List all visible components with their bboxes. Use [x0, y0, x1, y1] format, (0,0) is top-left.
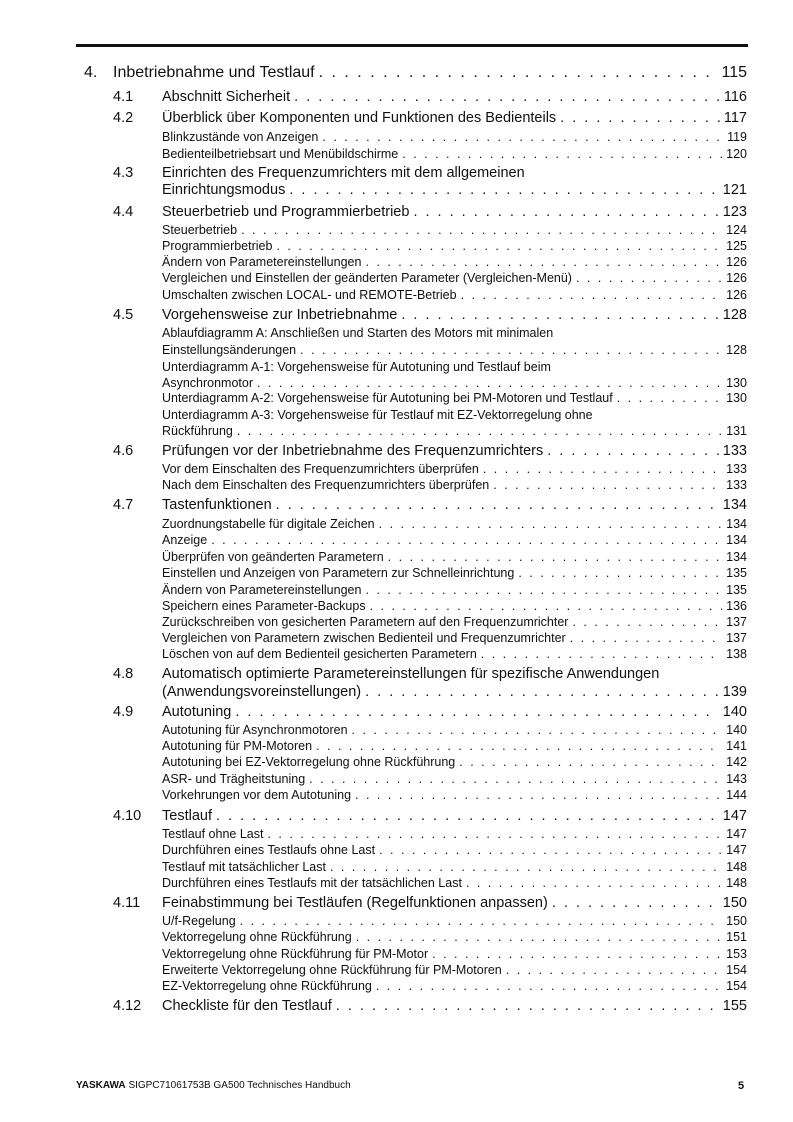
subsection-entry[interactable]	[162, 930, 747, 944]
section-entry-title: Abschnitt Sicherheit	[162, 89, 291, 105]
subsection-entry[interactable]	[162, 239, 747, 253]
subsection-entry[interactable]	[162, 533, 747, 547]
subsection-entry[interactable]	[162, 271, 747, 285]
subsection-entry-page: 144	[726, 788, 747, 802]
subsection-entry-leader	[355, 788, 722, 802]
subsection-entry-title: Umschalten zwischen LOCAL- und REMOTE-Betrieb	[162, 288, 457, 302]
section-entry-title: Testlauf	[162, 808, 212, 824]
subsection-entry-title: Blinkzustände von Anzeigen	[162, 130, 319, 144]
subsection-entry[interactable]	[162, 739, 747, 753]
section-entry[interactable]	[162, 443, 747, 459]
subsection-entry-title: Löschen von auf dem Bedienteil gesicherten Parametern	[162, 647, 477, 661]
section-entry-leader	[276, 497, 719, 513]
subsection-entry-page: 147	[726, 827, 747, 841]
subsection-entry-title: Autotuning für PM-Motoren	[162, 739, 313, 753]
section-number: 4.10	[113, 808, 142, 824]
subsection-page: 131	[726, 424, 747, 438]
section-entry-page: 140	[722, 704, 747, 720]
section-entry-title: Vorgehensweise zur Inbetriebnahme	[162, 307, 398, 323]
subsection-entry-title: U/f-Regelung	[162, 914, 236, 928]
section-leader	[365, 684, 719, 700]
subsection-entry[interactable]	[162, 223, 747, 237]
subsection-entry-title: Durchführen eines Testlaufs ohne Last	[162, 843, 376, 857]
subsection-entry-page: 136	[726, 599, 747, 613]
subsection-entry-leader	[483, 462, 722, 476]
section-entry[interactable]	[162, 307, 747, 323]
section-entry-leader	[235, 704, 718, 720]
subsection-entry[interactable]	[162, 947, 747, 961]
subsection-entry-page: 147	[726, 843, 747, 857]
subsection-entry-title: Vektorregelung ohne Rückführung für PM-Motor	[162, 947, 429, 961]
subsection-entry-page: 134	[726, 550, 747, 564]
footer-document-info	[76, 1080, 351, 1091]
section-entry-leader	[401, 307, 718, 323]
subsection-title: Unterdiagramm A-1: Vorgehensweise für Autotuning und Testlauf beim	[162, 360, 551, 374]
chapter-number: 4.	[84, 64, 98, 81]
subsection-entry-title: Ändern von Parametereinstellungen	[162, 583, 362, 597]
section-entry-page: 116	[723, 89, 747, 105]
section-entry[interactable]	[162, 704, 747, 720]
footer-brand: YASKAWA	[76, 1080, 126, 1091]
section-number: 4.9	[113, 704, 134, 720]
footer-page-number: 5	[738, 1080, 745, 1092]
subsection-entry-leader	[481, 647, 722, 661]
subsection-entry-leader	[365, 583, 722, 597]
subsection-entry-page: 141	[726, 739, 747, 753]
section-entry-page: 117	[723, 110, 747, 126]
section-entry-title: Steuerbetrieb und Programmierbetrieb	[162, 204, 410, 220]
subsection-entry-leader	[330, 860, 722, 874]
subsection-entry-page: 137	[726, 631, 747, 645]
subsection-entry-leader	[267, 827, 722, 841]
subsection-entry-page: 142	[726, 755, 747, 769]
subsection-entry[interactable]	[162, 550, 747, 564]
subsection-entry[interactable]	[162, 723, 747, 737]
subsection-entry-leader	[241, 223, 722, 237]
subsection-entry-title: Autotuning bei EZ-Vektorregelung ohne Rückführung	[162, 755, 456, 769]
subsection-entry[interactable]	[162, 615, 747, 629]
subsection-title-continued: Asynchronmotor	[162, 376, 254, 390]
section-leader	[289, 182, 718, 198]
subsection-entry-title: Autotuning für Asynchronmotoren	[162, 723, 348, 737]
subsection-entry-page: 137	[726, 615, 747, 629]
subsection-page: 130	[726, 376, 747, 390]
section-entry-page: 123	[722, 204, 747, 220]
subsection-entry-leader	[316, 739, 722, 753]
subsection-entry-page: 154	[726, 963, 747, 977]
subsection-entry[interactable]	[162, 860, 747, 874]
chapter-entry-leader	[319, 64, 718, 82]
subsection-entry-page: 143	[726, 772, 747, 786]
subsection-entry-page: 133	[726, 478, 747, 492]
subsection-entry-leader	[617, 391, 722, 405]
subsection-entry-page: 133	[726, 462, 747, 476]
subsection-entry-title: Überprüfen von geänderten Parametern	[162, 550, 384, 564]
subsection-entry-leader	[211, 533, 722, 547]
subsection-entry-title: Speichern eines Parameter-Backups	[162, 599, 366, 613]
subsection-entry[interactable]	[162, 343, 747, 357]
subsection-entry[interactable]	[162, 979, 747, 993]
subsection-entry-leader	[518, 566, 722, 580]
subsection-entry[interactable]	[162, 631, 747, 645]
subsection-entry[interactable]	[162, 583, 747, 597]
subsection-entry-page: 119	[727, 130, 747, 144]
subsection-entry[interactable]	[162, 391, 747, 405]
subsection-entry[interactable]	[162, 517, 747, 531]
header-rule	[76, 44, 748, 47]
section-number: 4.5	[113, 307, 134, 323]
subsection-entry-leader	[322, 130, 723, 144]
subsection-entry-title: Zurückschreiben von gesicherten Parametern auf den Frequenzumrichter	[162, 615, 569, 629]
section-number: 4.2	[113, 110, 134, 126]
section-entry-title: Checkliste für den Testlauf	[162, 998, 332, 1014]
section-page: 121	[722, 182, 747, 198]
subsection-entry-title: Bedienteilbetriebsart und Menübildschirme	[162, 147, 399, 161]
subsection-entry[interactable]	[162, 876, 747, 890]
subsection-entry-leader	[365, 255, 722, 269]
subsection-entry-title: Nach dem Einschalten des Frequenzumrichters überprüfen	[162, 478, 490, 492]
subsection-entry[interactable]	[162, 288, 747, 302]
subsection-entry-leader	[576, 271, 722, 285]
subsection-entry[interactable]	[162, 827, 747, 841]
subsection-entry[interactable]	[162, 478, 747, 492]
section-entry-page: 128	[722, 307, 747, 323]
section-entry[interactable]	[162, 497, 747, 513]
subsection-entry-title: Erweiterte Vektorregelung ohne Rückführung für PM-Motoren	[162, 963, 502, 977]
subsection-entry-page: 148	[726, 876, 747, 890]
subsection-entry-leader	[376, 979, 722, 993]
subsection-entry-page: 134	[726, 517, 747, 531]
subsection-entry[interactable]	[162, 772, 747, 786]
subsection-page: 128	[726, 343, 747, 357]
section-number: 4.11	[113, 895, 141, 911]
subsection-entry-leader	[506, 963, 722, 977]
section-entry-leader	[336, 998, 719, 1014]
subsection-entry-page: 151	[726, 930, 747, 944]
subsection-entry-title: Testlauf mit tatsächlicher Last	[162, 860, 326, 874]
subsection-entry-leader	[352, 723, 723, 737]
section-number: 4.7	[113, 497, 134, 513]
section-entry[interactable]	[162, 204, 747, 220]
section-entry-title: Autotuning	[162, 704, 232, 720]
subsection-entry-leader	[370, 599, 723, 613]
subsection-entry-page: 126	[726, 288, 747, 302]
section-entry-page: 155	[722, 998, 747, 1014]
section-entry[interactable]	[162, 182, 747, 198]
subsection-entry-title: Vergleichen von Parametern zwischen Bedienteil und Frequenzumrichter	[162, 631, 566, 645]
subsection-entry-leader	[356, 930, 722, 944]
section-entry[interactable]	[162, 808, 747, 824]
subsection-entry[interactable]	[162, 130, 747, 144]
subsection-entry-leader	[432, 947, 722, 961]
subsection-entry[interactable]	[162, 843, 747, 857]
subsection-title: Unterdiagramm A-3: Vorgehensweise für Testlauf mit EZ-Vektorregelung ohne	[162, 408, 593, 422]
section-entry-leader	[552, 895, 719, 911]
subsection-entry[interactable]	[162, 599, 747, 613]
section-title: Automatisch optimierte Parametereinstellungen für spezifische Anwendungen	[162, 666, 660, 682]
subsection-leader	[237, 424, 722, 438]
section-entry-title: Tastenfunktionen	[162, 497, 272, 513]
subsection-entry-title: Vor dem Einschalten des Frequenzumrichters überprüfen	[162, 462, 479, 476]
subsection-entry-leader	[309, 772, 722, 786]
subsection-entry-page: 125	[726, 239, 747, 253]
subsection-entry[interactable]	[162, 788, 747, 802]
chapter-entry-page: 115	[721, 64, 747, 81]
subsection-entry-page: 126	[726, 255, 747, 269]
section-entry-title: Feinabstimmung bei Testläufen (Regelfunktionen anpassen)	[162, 895, 548, 911]
subsection-entry-leader	[402, 147, 722, 161]
subsection-entry-page: 135	[726, 583, 747, 597]
subsection-entry-leader	[276, 239, 722, 253]
subsection-entry-leader	[570, 631, 722, 645]
subsection-entry-title: Vorkehrungen vor dem Autotuning	[162, 788, 352, 802]
section-number: 4.3	[113, 165, 134, 181]
subsection-entry-page: 148	[726, 860, 747, 874]
subsection-entry-title: Unterdiagramm A-2: Vorgehensweise für Autotuning bei PM-Motoren und Testlauf	[162, 391, 613, 405]
subsection-entry-title: Einstellen und Anzeigen von Parametern zur Schnelleinrichtung	[162, 566, 515, 580]
subsection-entry[interactable]	[162, 755, 747, 769]
subsection-entry-page: 135	[726, 566, 747, 580]
section-entry-title: Überblick über Komponenten und Funktionen des Bedienteils	[162, 110, 557, 126]
section-number: 4.8	[113, 666, 134, 682]
subsection-entry-leader	[466, 876, 722, 890]
chapter-entry[interactable]	[113, 64, 747, 82]
section-entry-leader	[413, 204, 718, 220]
subsection-entry-page: 138	[726, 647, 747, 661]
subsection-entry-page: 130	[726, 391, 747, 405]
section-entry[interactable]	[162, 895, 747, 911]
section-title: Einrichten des Frequenzumrichters mit dem allgemeinen	[162, 165, 525, 181]
subsection-entry-page: 134	[726, 533, 747, 547]
subsection-entry-leader	[572, 615, 722, 629]
section-title-continued: (Anwendungsvoreinstellungen)	[162, 684, 362, 700]
subsection-entry[interactable]	[162, 376, 747, 390]
section-entry[interactable]	[162, 684, 747, 700]
section-entry-page: 147	[722, 808, 747, 824]
section-number: 4.12	[113, 998, 142, 1014]
subsection-entry-title: Steuerbetrieb	[162, 223, 238, 237]
subsection-title-continued: Rückführung	[162, 424, 233, 438]
subsection-title: Ablaufdiagramm A: Anschließen und Starten des Motors mit minimalen	[162, 326, 554, 340]
subsection-entry-page: 126	[726, 271, 747, 285]
subsection-entry-page: 124	[726, 223, 747, 237]
subsection-entry-title: Ändern von Parametereinstellungen	[162, 255, 362, 269]
section-entry-page: 134	[722, 497, 747, 513]
subsection-entry-leader	[379, 517, 723, 531]
section-title-continued: Einrichtungsmodus	[162, 182, 286, 198]
section-number: 4.1	[113, 89, 134, 105]
footer-document-title: SIGPC71061753B GA500 Technisches Handbuch	[128, 1080, 351, 1091]
subsection-entry-title: Vergleichen und Einstellen der geänderten Parameter (Vergleichen-Menü)	[162, 271, 572, 285]
subsection-entry-title: Programmierbetrieb	[162, 239, 273, 253]
section-entry-leader	[216, 808, 719, 824]
subsection-entry-page: 154	[726, 979, 747, 993]
subsection-leader	[257, 376, 722, 390]
section-page: 139	[722, 684, 747, 700]
subsection-entry-leader	[461, 288, 723, 302]
subsection-entry-leader	[459, 755, 722, 769]
section-number: 4.4	[113, 204, 134, 220]
section-entry-leader	[547, 443, 719, 459]
subsection-entry-leader	[379, 843, 722, 857]
subsection-entry-title: Zuordnungstabelle für digitale Zeichen	[162, 517, 375, 531]
section-entry[interactable]	[162, 110, 747, 126]
subsection-entry-title: Anzeige	[162, 533, 208, 547]
subsection-entry[interactable]	[162, 424, 747, 438]
subsection-entry-leader	[388, 550, 722, 564]
subsection-entry-title: Vektorregelung ohne Rückführung	[162, 930, 352, 944]
subsection-entry-leader	[240, 914, 722, 928]
section-entry-leader	[294, 89, 720, 105]
subsection-entry[interactable]	[162, 147, 747, 161]
subsection-entry-page: 140	[726, 723, 747, 737]
subsection-entry-title: EZ-Vektorregelung ohne Rückführung	[162, 979, 372, 993]
subsection-entry-page: 150	[726, 914, 747, 928]
subsection-entry-leader	[493, 478, 722, 492]
subsection-entry[interactable]	[162, 647, 747, 661]
section-number: 4.6	[113, 443, 134, 459]
section-entry[interactable]	[162, 89, 747, 105]
subsection-entry-title: Testlauf ohne Last	[162, 827, 264, 841]
subsection-entry[interactable]	[162, 963, 747, 977]
chapter-entry-title: Inbetriebnahme und Testlauf	[113, 64, 315, 81]
subsection-entry[interactable]	[162, 255, 747, 269]
subsection-entry-page: 153	[726, 947, 747, 961]
section-entry-leader	[560, 110, 720, 126]
subsection-entry[interactable]	[162, 566, 747, 580]
section-entry-title: Prüfungen vor der Inbetriebnahme des Frequenzumrichters	[162, 443, 544, 459]
subsection-entry[interactable]	[162, 462, 747, 476]
subsection-title-continued: Einstellungsänderungen	[162, 343, 297, 357]
subsection-entry-title: ASR- und Trägheitstuning	[162, 772, 306, 786]
subsection-leader	[300, 343, 722, 357]
subsection-entry-title: Durchführen eines Testlaufs mit der tatsächlichen Last	[162, 876, 462, 890]
subsection-entry[interactable]	[162, 914, 747, 928]
section-entry-page: 150	[722, 895, 747, 911]
section-entry[interactable]	[162, 998, 747, 1014]
section-entry-page: 133	[722, 443, 747, 459]
subsection-entry-page: 120	[726, 147, 747, 161]
